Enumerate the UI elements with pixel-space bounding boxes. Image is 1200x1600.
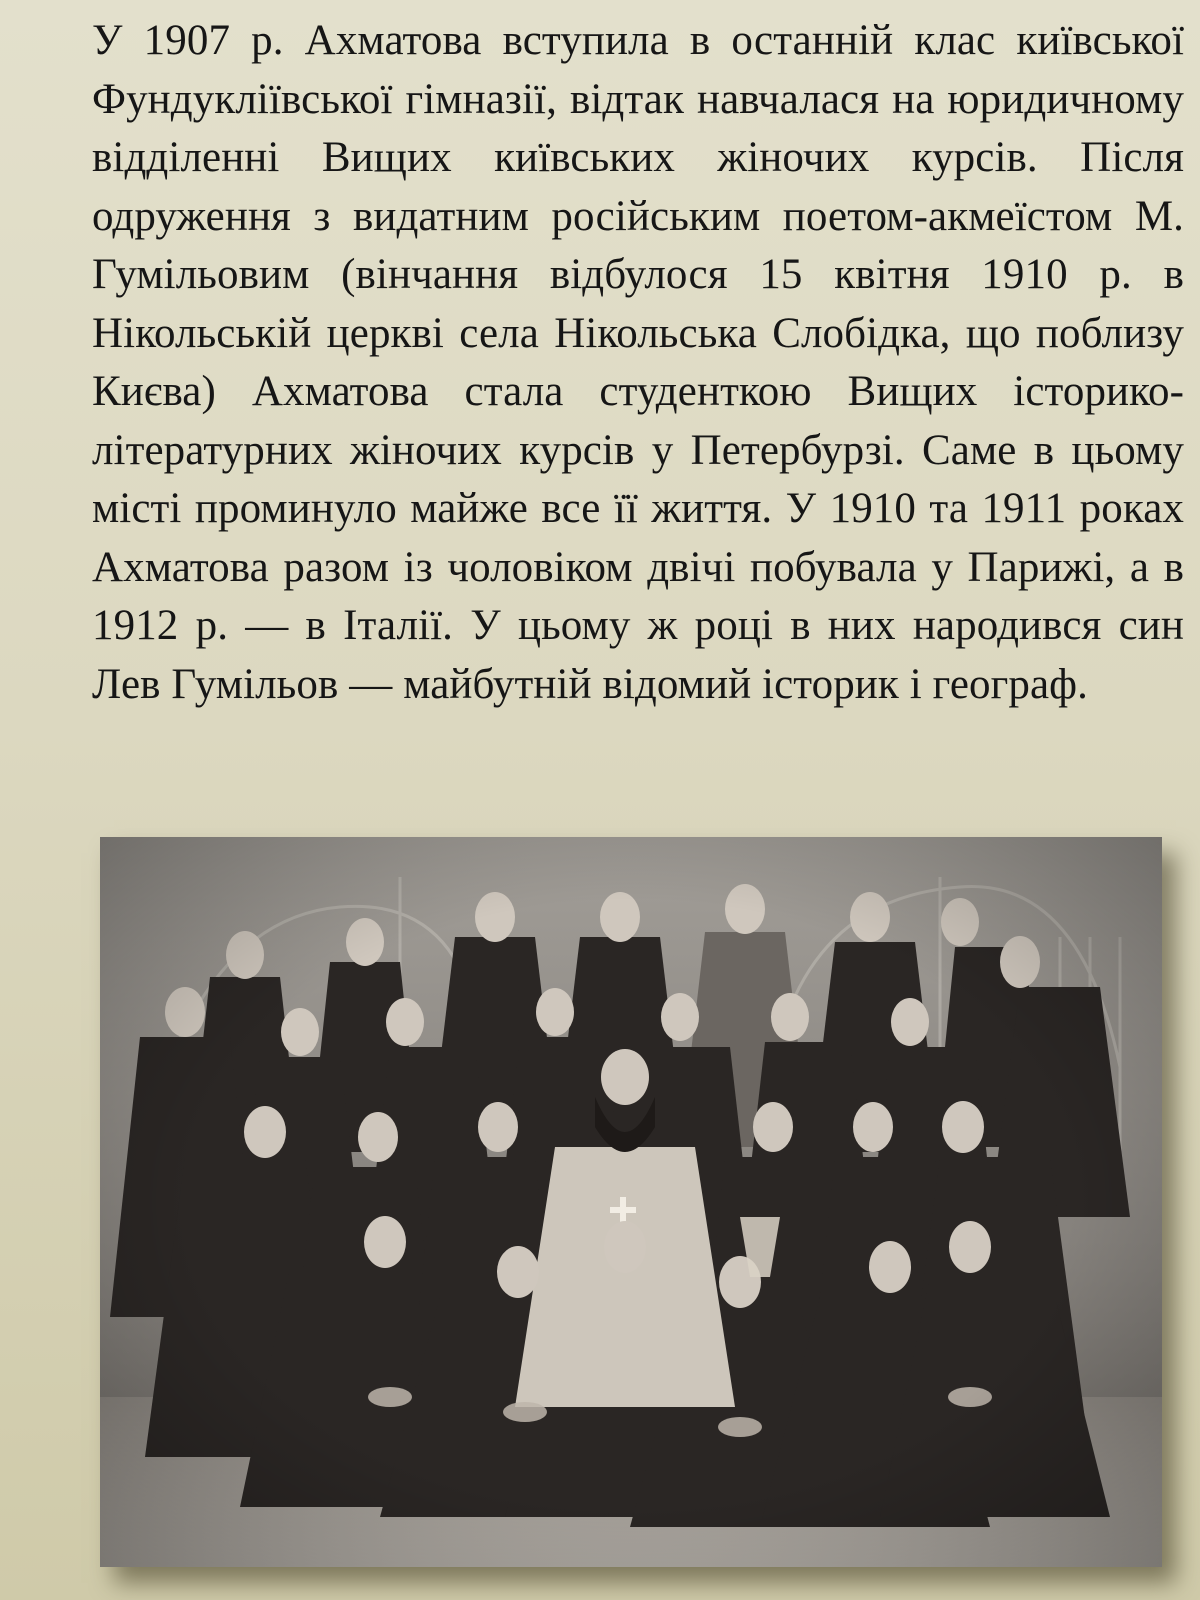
text-block bbox=[92, 12, 1184, 714]
paragraph: У 1907 р. Ахматова вступила в останній клас київської Фундуклiївської гімназії, відтак навчалася на юридичному відділенні Вищих київських жіночих курсів. Після одруження з видатним російським поетом-акмеїстом М. Гумільовим (вінчання відбулося 15 квітня 1910 р. в Нікольській церкві села Нікольська Слобідка, що поблизу Києва) Ахматова стала студенткою Вищих історико-літературних жіночих курсів у Петербурзі. Саме в цьому місті проминуло майже все її життя. У 1910 та 1911 роках Ахматова разом із чоловіком двічі побувала у Парижі, а в 1912 р. — в Італії. У цьому ж році в них народився син Лев Гумільов — майбутній відомий історик і географ. bbox=[92, 17, 1184, 708]
group-photo-image bbox=[100, 837, 1162, 1567]
group-photo bbox=[100, 837, 1162, 1567]
